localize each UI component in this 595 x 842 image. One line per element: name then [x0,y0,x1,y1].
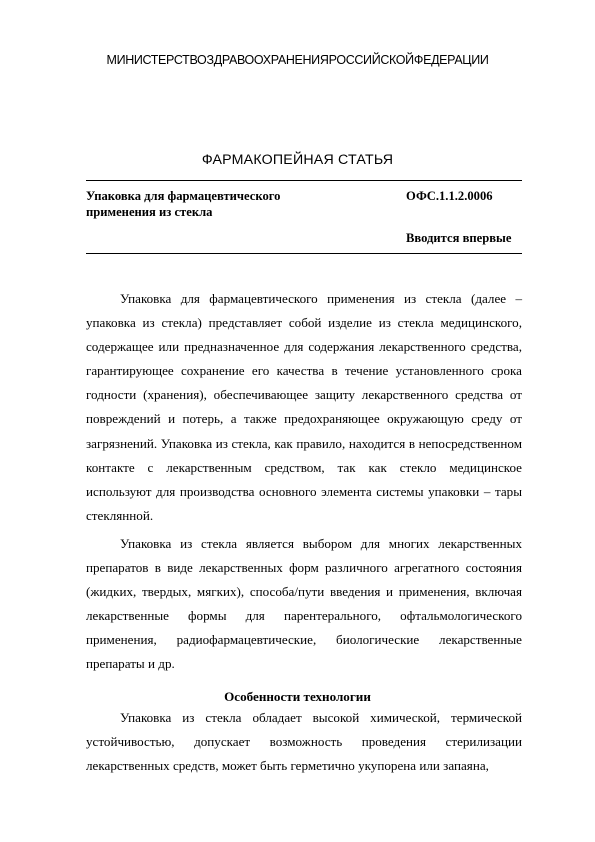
top-divider [86,180,522,181]
monograph-title: Упаковка для фармацевтического применения из стекла [86,189,281,219]
article-type-title: ФАРМАКОПЕЙНАЯ СТАТЬЯ [201,152,394,168]
monograph-code: ОФС.1.1.2.0006 [406,189,493,203]
monograph-status: Вводится впервые [406,231,512,245]
body-paragraph-2: Упаковка из стекла является выбором для многих лекарственных препаратов в виде лекарственных форм различного агрегатного состояния (жидких, твердых, мягких), способа/пути введения и применения, включая лекарственные формы для парентерального, офтальмологического применения, радиофармацевтические, биологические лекарственные препараты и др. [86,536,522,672]
section-heading: Особенности технологии [224,689,371,704]
bottom-divider [86,253,522,254]
ministry-header: МИНИСТЕРСТВО ЗДРАВООХРАНЕНИЯ РОССИЙСКОЙ ФЕДЕРАЦИИ [106,53,489,67]
body-paragraph-1: Упаковка для фармацевтического применения из стекла (далее – упаковка из стекла) представляет собой изделие из стекла медицинского, содержащее или предназначенное для содержания лекарственного средства, гарантирующее сохранение его качества в течение установленного срока годности (хранения), обеспечивающее защиту лекарственного средства от повреждений и потерь, а также предохраняющее окружающую среду от загрязнений. Упаковка из стекла, как правило, находится в непосредственном контакте с лекарственным средством, так как стекло медицинское используют для производства основного элемента системы упаковки – тары стеклянной. [86,291,522,523]
body-paragraph-3: Упаковка из стекла обладает высокой химической, термической устойчивостью, допускает возможность проведения стерилизации лекарственных средств, может быть герметично укупорена или запаяна, [86,710,522,774]
